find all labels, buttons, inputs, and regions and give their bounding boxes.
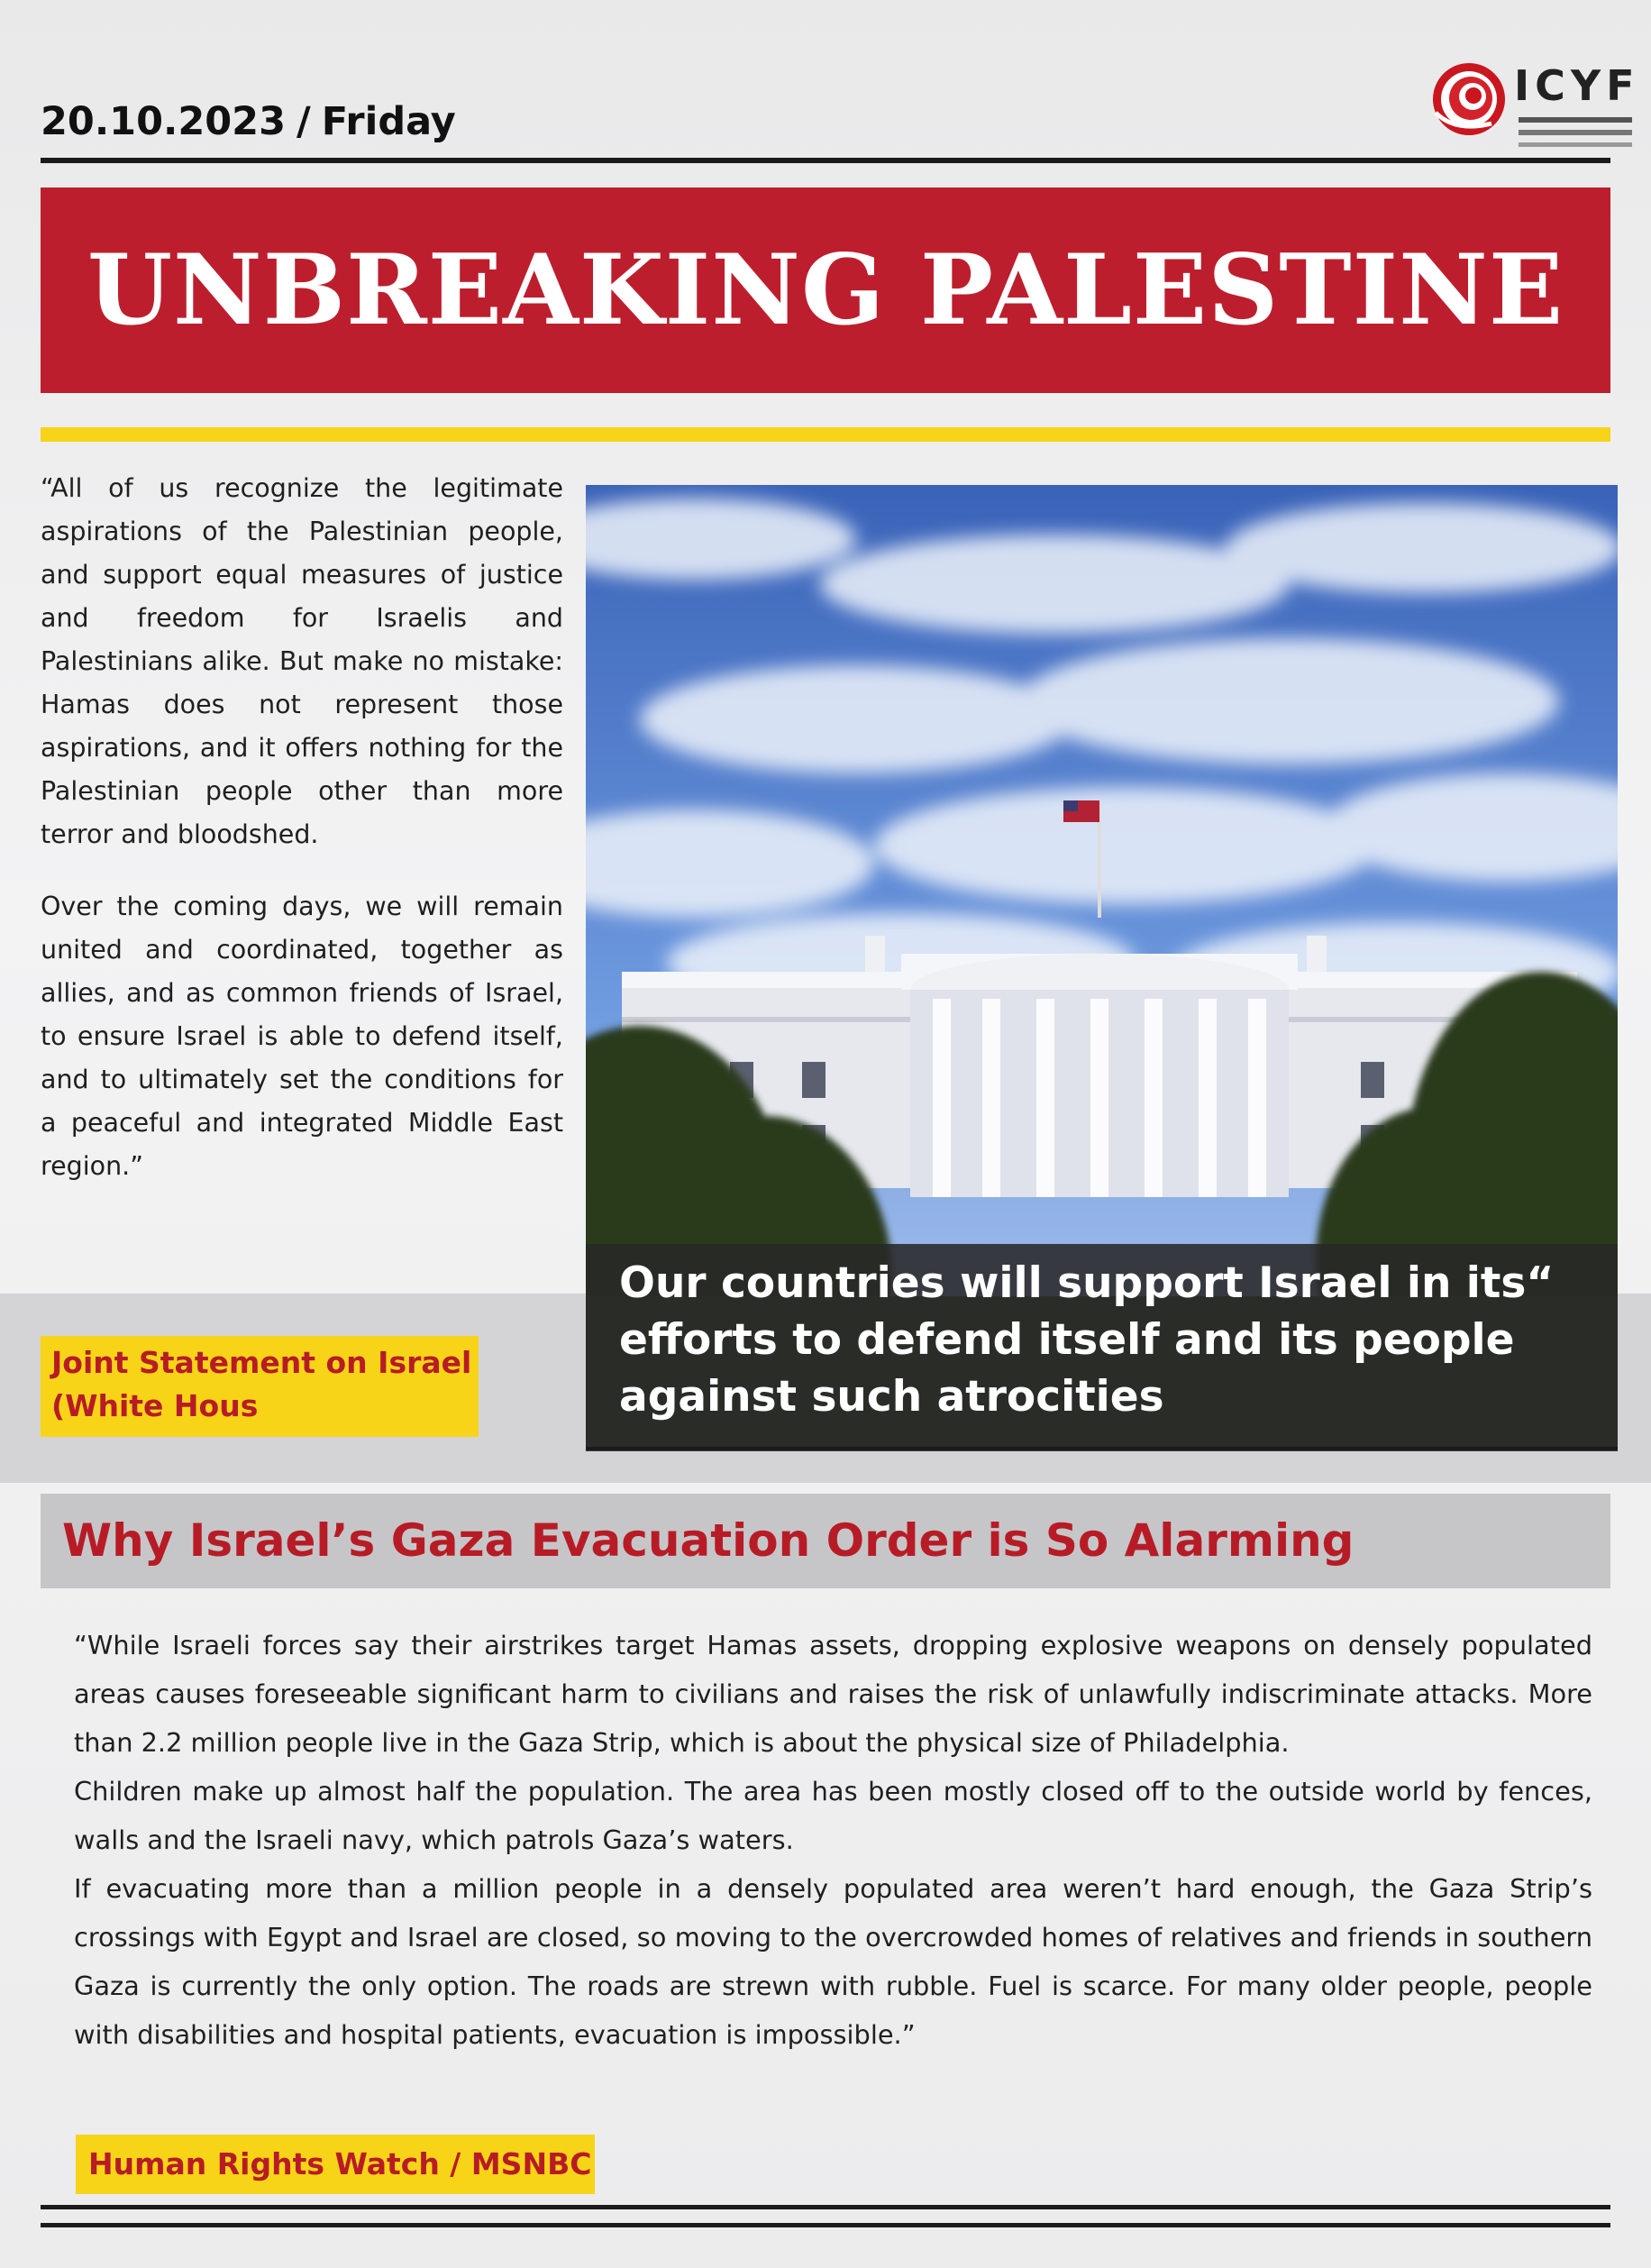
icyf-logo — [1428, 54, 1640, 162]
title-banner — [41, 187, 1610, 393]
section-title: Why Israel’s Gaza Evacuation Order is So Alarming — [62, 1514, 1355, 1567]
top-divider — [41, 158, 1610, 163]
caption-underline — [586, 1447, 1618, 1450]
logo-subtitle-line — [1519, 117, 1632, 123]
statement-quote — [41, 467, 563, 1217]
date-separator: / — [296, 99, 311, 144]
quote-paragraph: “All of us recognize the legitimate aspirations of the Palestinian people, and support equal measures of justice and freedom for Israelis and Palestinians alike. But make no mistake: Hamas does not represent those aspirations, and it offers nothing for the Palestinian people other than more terror and bloodshed. — [41, 473, 563, 849]
source-line: Joint Statement on Israel — [51, 1345, 472, 1380]
logo-subtitle-line — [1519, 142, 1632, 147]
date-line — [41, 99, 456, 144]
page-title: UNBREAKING PALESTINE — [87, 233, 1564, 347]
section-heading-bar — [41, 1494, 1610, 1588]
quote-paragraph: Over the coming days, we will remain united and coordinated, together as allies, and as common friends of Israel, to ensure Israel is able to defend itself, and to ultimately set the conditions for a peaceful and integrated Middle East region.” — [41, 892, 563, 1181]
logo-wordmark: ICYF — [1514, 61, 1640, 110]
body-paragraph: Children make up almost half the population. The area has been mostly closed off to the outside world by fences, walls and the Israeli navy, which patrols Gaza’s waters. — [74, 1776, 1592, 1855]
weekday: Friday — [321, 99, 456, 144]
logo-subtitle-line — [1519, 130, 1632, 135]
icyf-rose-icon — [1428, 59, 1510, 140]
body-paragraph: If evacuating more than a million people in a densely populated area weren’t hard enough, the Gaza Strip’s crossings with Egypt and Israel are closed, so moving to the overcrowded homes of relatives and friends in southern Gaza is currently the only option. The roads are strewn with rubble. Fuel is scarce. For many older people, people with disabilities and hospital patients, evacuation is impossible.” — [74, 1873, 1592, 2050]
source-label-hrw — [76, 2135, 595, 2194]
article-body — [74, 1621, 1592, 2059]
caption-text: Our countries will support Israel in its“ efforts to defend itself and its people against such atrocities — [619, 1258, 1555, 1422]
source-text: Human Rights Watch / MSNBC — [88, 2146, 592, 2181]
yellow-divider — [41, 427, 1610, 442]
source-line: (White Hous — [51, 1388, 259, 1423]
source-label-joint-statement — [41, 1336, 479, 1437]
bottom-divider — [41, 2223, 1610, 2227]
caption-overlay — [586, 1244, 1618, 1451]
source-text — [51, 1341, 475, 1428]
bottom-divider — [41, 2205, 1610, 2209]
date: 20.10.2023 — [41, 99, 287, 144]
body-paragraph: “While Israeli forces say their airstrikes target Hamas assets, dropping explosive weapons on densely populated areas causes foreseeable significant harm to civilians and raises the risk of unlawfully indiscriminate attacks. More than 2.2 million people live in the Gaza Strip, which is about the physical size of Philadelphia. — [74, 1630, 1592, 1758]
